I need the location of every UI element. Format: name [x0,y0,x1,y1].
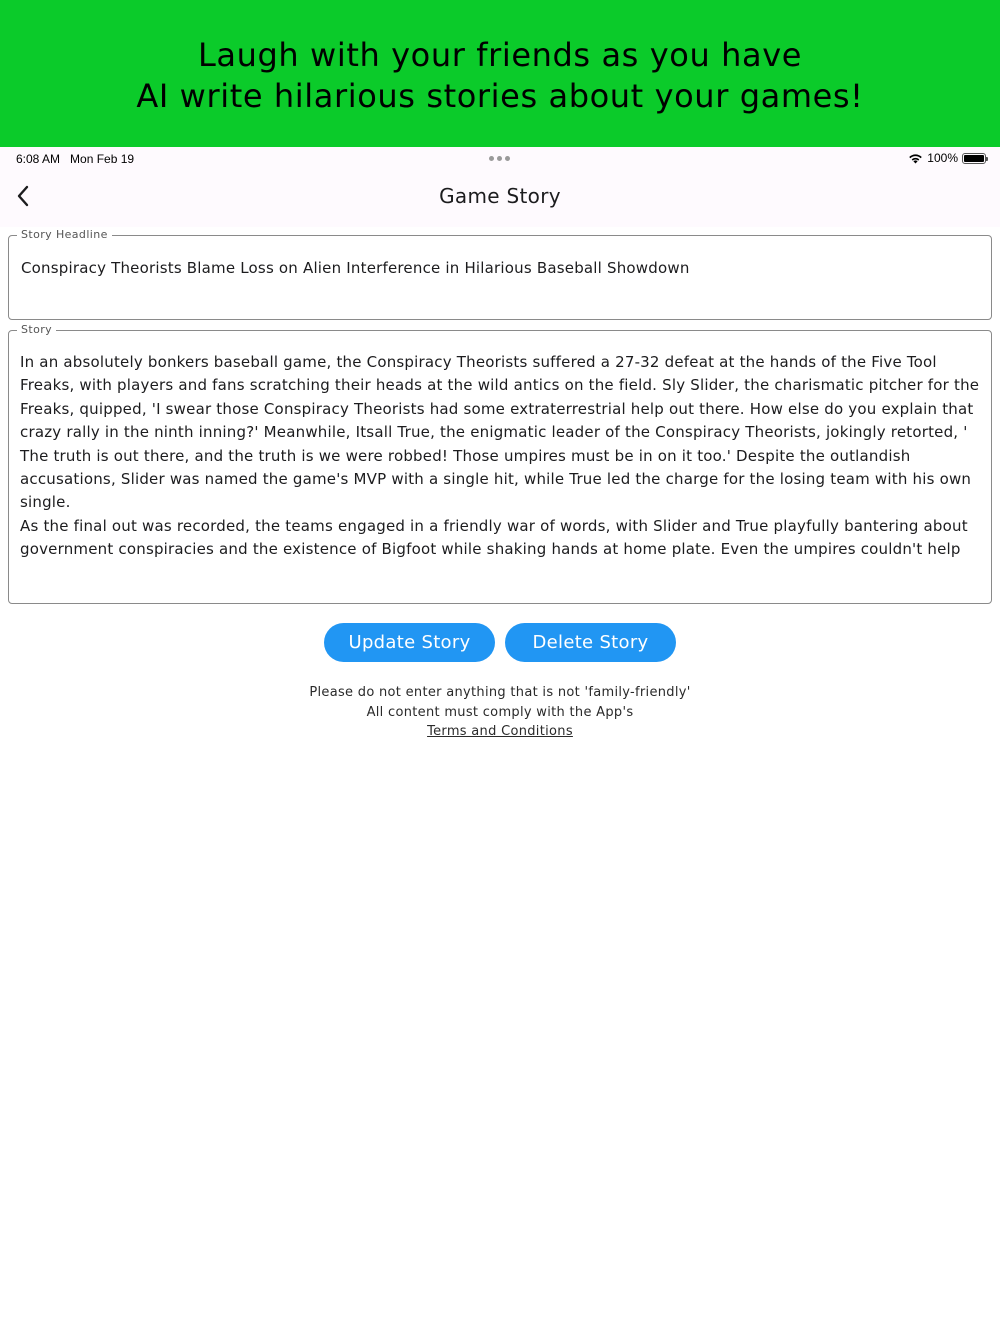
navigation-bar [0,169,1000,227]
delete-story-button[interactable]: Delete Story [505,623,676,662]
story-label: Story [17,323,56,337]
story-headline-label: Story Headline [17,228,112,242]
promo-line-2: AI write hilarious stories about your games! [136,76,864,115]
story-headline-input[interactable]: Conspiracy Theorists Blame Loss on Alien Interference in Hilarious Baseball Showdown [21,259,690,277]
multitasking-dots-icon[interactable] [489,156,510,161]
story-headline-field[interactable] [8,228,992,320]
disclaimer-line-1: Please do not enter anything that is not 'family-friendly' [309,685,691,700]
wifi-icon [908,153,923,164]
disclaimer-line-2: All content must comply with the App's [366,704,634,720]
update-story-button[interactable]: Update Story [324,623,495,662]
battery-icon [962,153,986,164]
story-field[interactable] [8,323,992,604]
status-date: Mon Feb 19 [70,152,135,166]
page-title: Game Story [439,184,561,208]
promo-line-1: Laugh with your friends as you have [197,35,803,74]
status-time [16,152,134,166]
status-indicators [908,151,986,165]
battery-percent: 100% [927,151,958,165]
device-screen [0,147,1000,1334]
promo-banner [0,0,1000,147]
story-paragraph: The truth is out there, and the truth is we were robbed! Those umpires must be in on it too.' Despite the outlandish accusations, Slider was named the game's MVP with a single hit, while True led the charge for the losing team with his own single. [20,446,972,512]
action-buttons [0,623,1000,662]
disclaimer [0,683,1000,742]
story-paragraph: As the final out was recorded, the teams engaged in a friendly war of words, with Slider and True playfully bantering about government conspiracies and the existence of Bigfoot while shaking hands at home plate. Even the umpires couldn't help [20,516,968,559]
terms-link[interactable]: Terms and Conditions [427,724,573,739]
story-textarea[interactable] [20,351,985,586]
status-bar [0,147,1000,169]
status-clock: 6:08 AM [16,152,61,166]
story-paragraph: In an absolutely bonkers baseball game, the Conspiracy Theorists suffered a 27-32 defeat at the hands of the Five Tool Freaks, with players and fans scratching their heads at the wild antics on the field. Sly Slider, the charismatic pitcher for the Freaks, quipped, 'I swear those Conspiracy Theorists had some extraterrestrial help out there. How else do you explain that crazy rally in the ninth inning?' Meanwhile, Itsall True, the enigmatic leader of the Conspiracy Theorists, jokingly retorted, ' [20,353,980,442]
